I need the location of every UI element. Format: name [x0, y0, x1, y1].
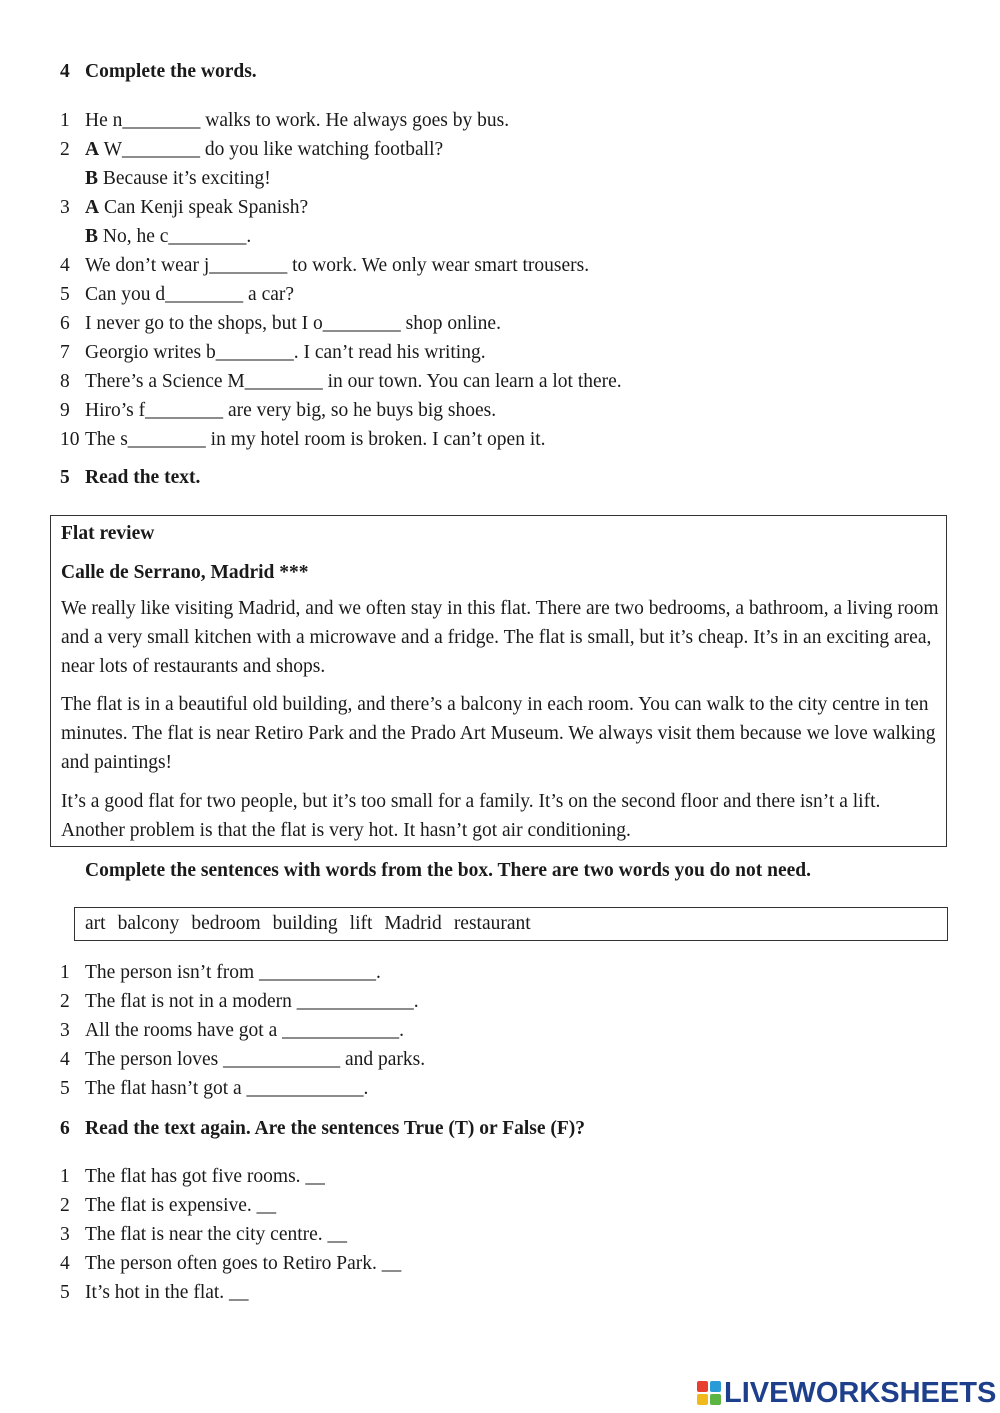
speaker-b-text: Because it’s exciting!: [98, 168, 271, 189]
item-number: 3: [60, 1224, 70, 1245]
item-text: We don’t wear j________ to work. We only wear smart trousers.: [85, 255, 590, 276]
item-number: 1: [60, 962, 70, 983]
word-option: bedroom: [191, 913, 261, 934]
item-text: The flat is expensive. __: [85, 1195, 277, 1216]
item-text: The s________ in my hotel room is broken. I can’t open it.: [85, 429, 546, 450]
item-text: It’s hot in the flat. __: [85, 1282, 249, 1303]
speaker-a-text: W________ do you like watching football?: [99, 139, 444, 160]
item-number: 1: [60, 110, 70, 131]
item-number: 5: [60, 284, 70, 305]
item-number: 8: [60, 371, 70, 392]
item-text: [85, 226, 251, 248]
word-option: balcony: [117, 913, 180, 934]
review-title: Flat review: [61, 523, 155, 544]
item-text: [85, 197, 308, 219]
item-text: The person often goes to Retiro Park. __: [85, 1253, 402, 1274]
exercise-6-heading: [60, 1118, 585, 1140]
flat-review-box: [50, 515, 947, 847]
exercise-5-heading: [60, 467, 200, 489]
word-option: building: [272, 913, 338, 934]
exercise-title: Complete the words.: [85, 61, 257, 82]
item-text: Can you d________ a car?: [85, 284, 295, 305]
logo-text: LIVEWORKSHEETS: [724, 1376, 997, 1409]
exercise-number: 5: [60, 467, 70, 488]
word-option: lift: [349, 913, 373, 934]
item-text: All the rooms have got a ____________.: [85, 1020, 404, 1041]
speaker-b: B: [85, 226, 99, 247]
word-box: [74, 907, 948, 941]
review-paragraph: We really like visiting Madrid, and we often stay in this flat. There are two bedrooms, a bathroom, a living room and a very small kitchen with a microwave and a fridge. The flat is small, but it’s cheap. It’s in an exciting area, near lots of restaurants and shops.: [61, 598, 939, 677]
item-number: 3: [60, 1020, 70, 1041]
item-number: 2: [60, 1195, 70, 1216]
exercise-5-instruction: Complete the sentences with words from the box. There are two words you do not need.: [85, 860, 811, 881]
review-paragraph: The flat is in a beautiful old building, and there’s a balcony in each room. You can walk to the city centre in ten minutes. The flat is near Retiro Park and the Prado Art Museum. We always visit them because we love walking and paintings!: [61, 694, 936, 773]
item-text: The person loves ____________ and parks.: [85, 1049, 426, 1070]
item-number: 4: [60, 255, 70, 276]
speaker-a: A: [85, 139, 100, 160]
word-option: art: [85, 913, 106, 934]
item-number: 9: [60, 400, 70, 421]
word-option: Madrid: [384, 913, 442, 934]
logo-square-icon: [697, 1381, 708, 1392]
exercise-title: Read the text again. Are the sentences True (T) or False (F)?: [85, 1118, 586, 1139]
item-text: The person isn’t from ____________.: [85, 962, 381, 983]
item-text: There’s a Science M________ in our town. You can learn a lot there.: [85, 371, 622, 392]
logo-square-icon: [710, 1381, 721, 1392]
item-text: Hiro’s f________ are very big, so he buys big shoes.: [85, 400, 497, 421]
item-number: 10: [60, 429, 80, 450]
item-number: 1: [60, 1166, 70, 1187]
exercise-4-heading: [60, 61, 257, 83]
logo-mark-icon: [697, 1381, 721, 1405]
logo-square-icon: [697, 1394, 708, 1405]
item-number: 7: [60, 342, 70, 363]
item-text: [85, 168, 271, 190]
speaker-a: A: [85, 197, 100, 218]
logo-square-icon: [710, 1394, 721, 1405]
item-text: Georgio writes b________. I can’t read his writing.: [85, 342, 486, 363]
exercise-number: 6: [60, 1118, 70, 1139]
item-number: 2: [60, 991, 70, 1012]
item-text: He n________ walks to work. He always goes by bus.: [85, 110, 510, 131]
item-text: [85, 139, 443, 161]
item-number: 3: [60, 197, 70, 218]
item-text: The flat hasn’t got a ____________.: [85, 1078, 369, 1099]
item-number: 5: [60, 1078, 70, 1099]
review-subtitle: Calle de Serrano, Madrid ***: [61, 562, 309, 583]
item-number: 5: [60, 1282, 70, 1303]
word-option: restaurant: [453, 913, 531, 934]
review-paragraph: It’s a good flat for two people, but it’s too small for a family. It’s on the second floor and there isn’t a lift. Another problem is that the flat is very hot. It hasn’t got air conditioning.: [61, 791, 881, 841]
speaker-b-text: No, he c________.: [98, 226, 252, 247]
exercise-number: 4: [60, 61, 70, 82]
item-number: 6: [60, 313, 70, 334]
item-number: 4: [60, 1253, 70, 1274]
item-text: The flat is not in a modern ____________.: [85, 991, 419, 1012]
exercise-title: Read the text.: [85, 467, 201, 488]
item-text: The flat is near the city centre. __: [85, 1224, 348, 1245]
speaker-a-text: Can Kenji speak Spanish?: [99, 197, 309, 218]
item-number: 4: [60, 1049, 70, 1070]
item-text: I never go to the shops, but I o________ shop online.: [85, 313, 501, 334]
item-number: 2: [60, 139, 70, 160]
liveworksheets-logo[interactable]: [697, 1377, 996, 1409]
speaker-b: B: [85, 168, 99, 189]
item-text: The flat has got five rooms. __: [85, 1166, 325, 1187]
